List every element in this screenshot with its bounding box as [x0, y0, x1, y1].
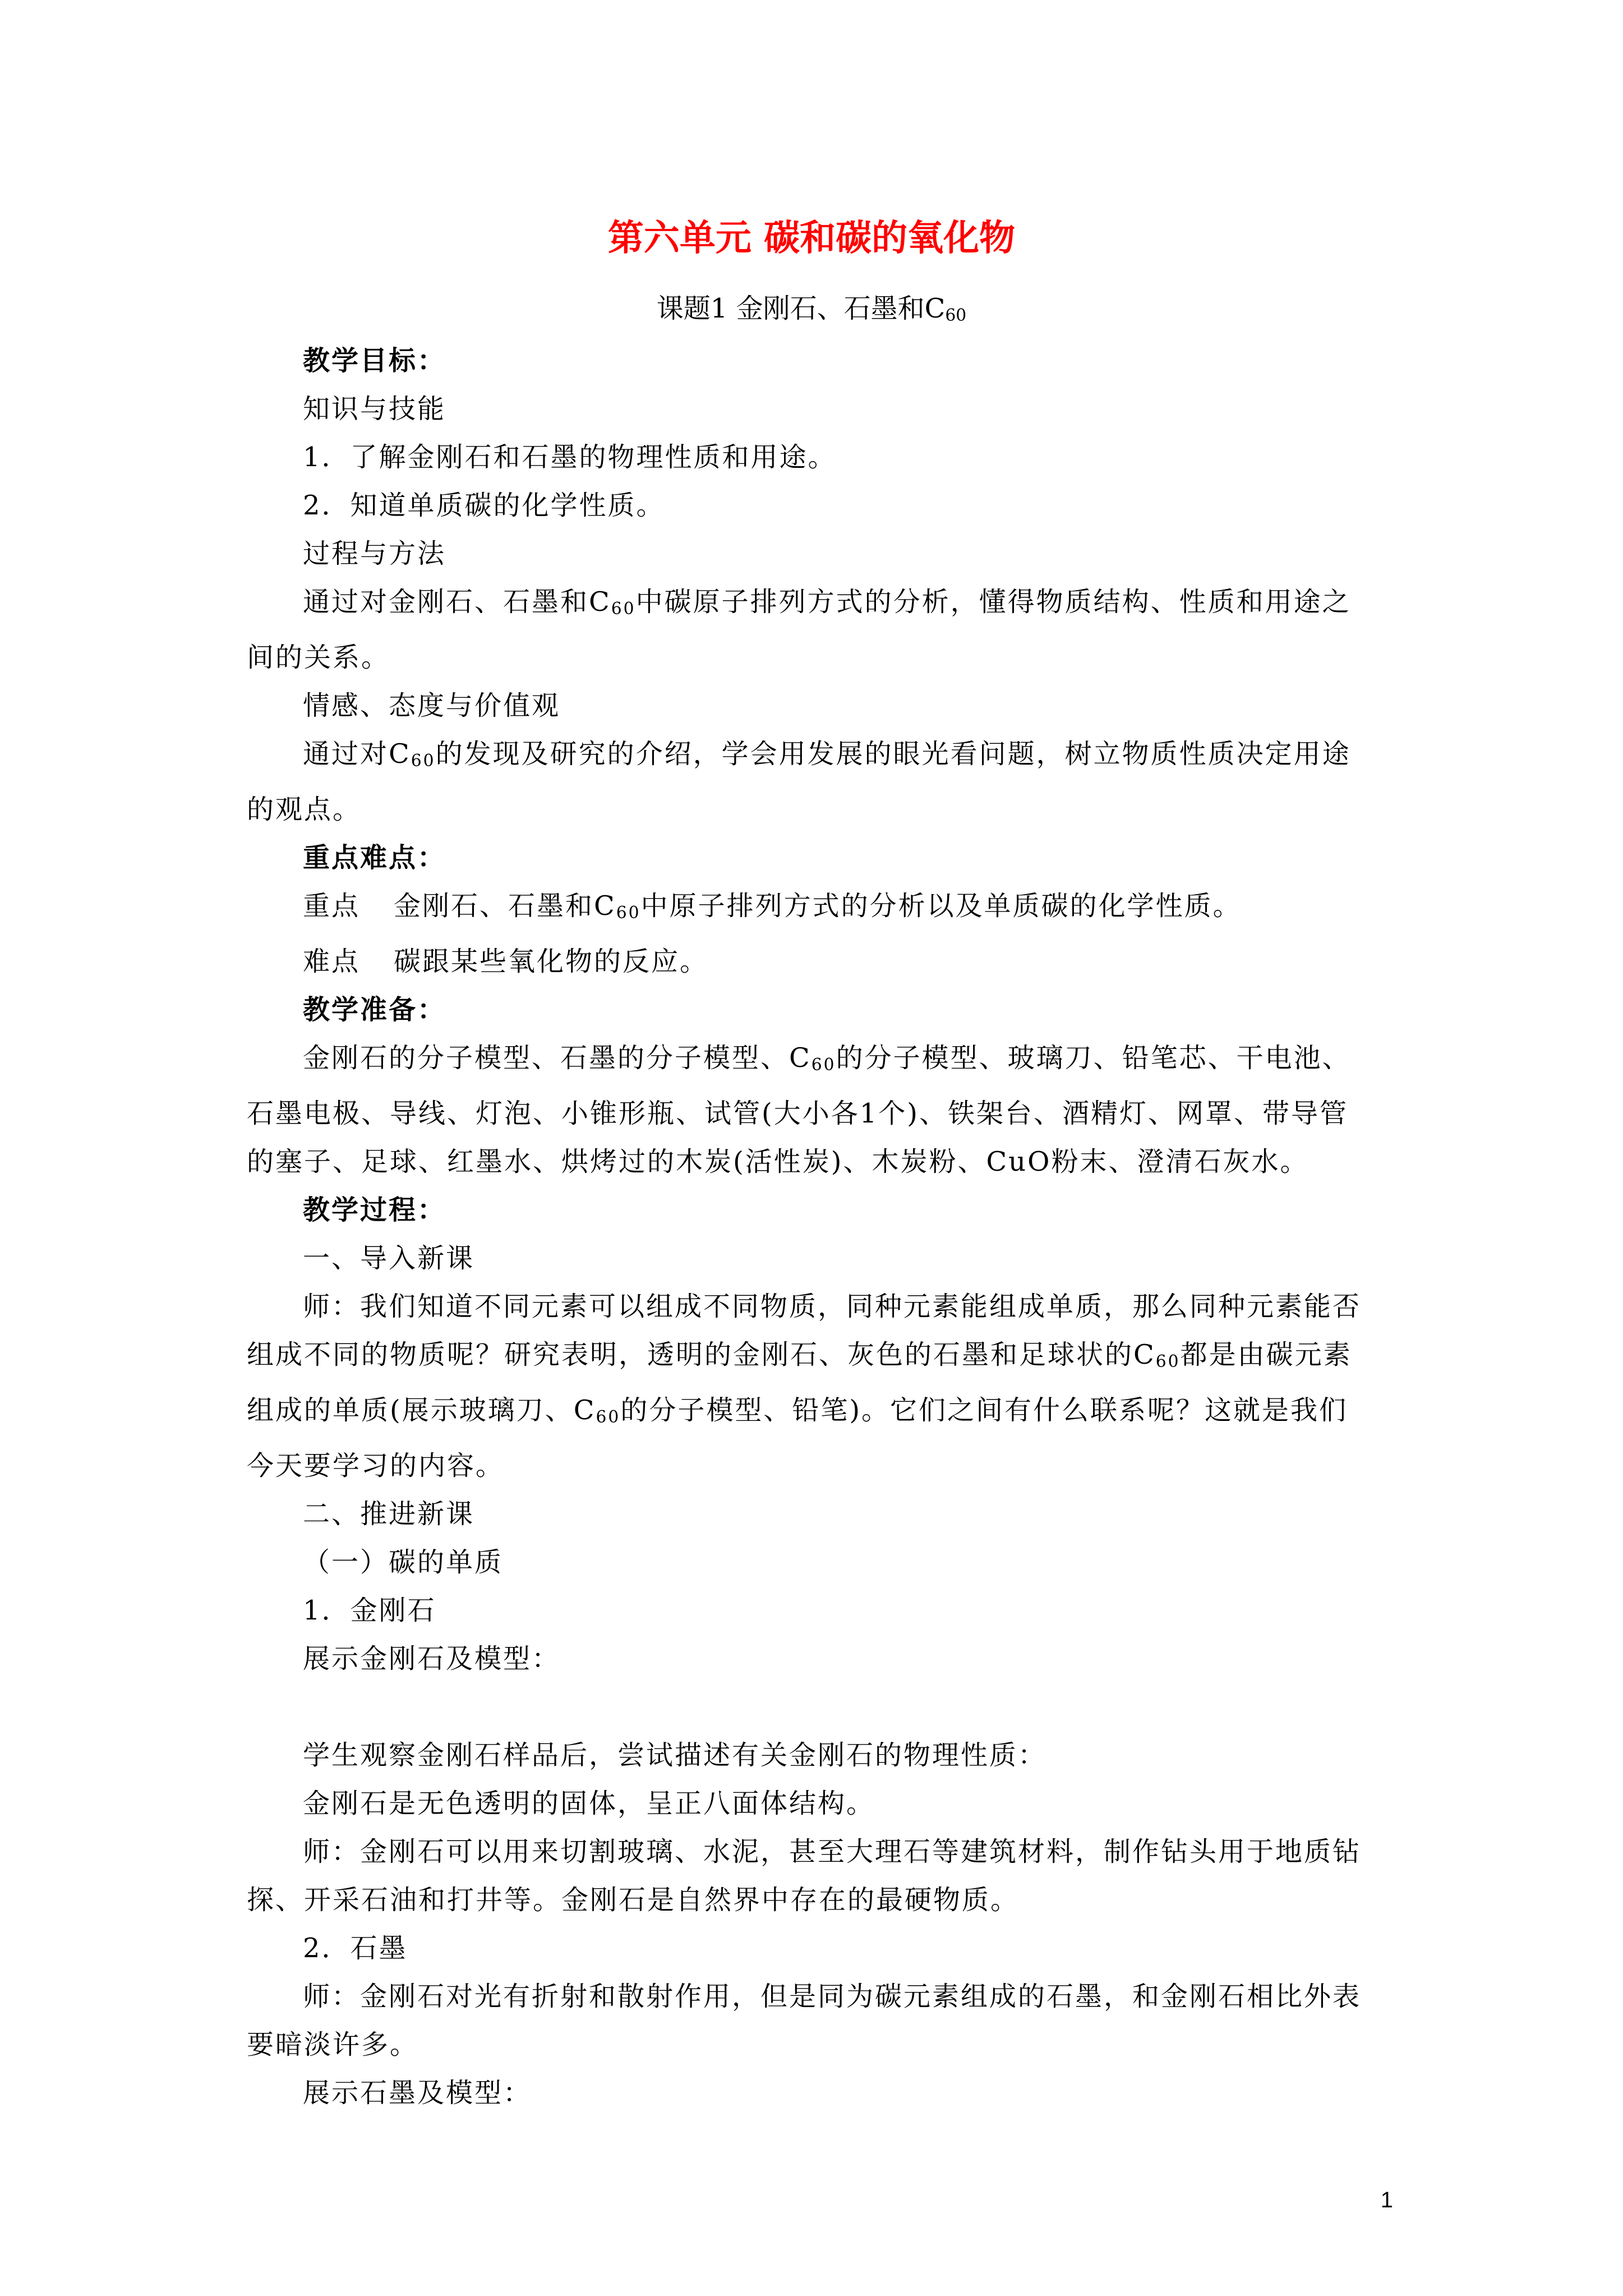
- text-run: 师：我们知道不同元素可以组成不同物质，同种元素能组成单质，那么同种元素能否组成不同的物质呢？研究表明，透明的金刚石、灰色的石墨和足球状的C: [247, 1290, 1362, 1370]
- graphite-show: 展示石墨及模型：: [303, 2077, 532, 2109]
- subsection-carbon: （一）碳的单质: [303, 1546, 504, 1578]
- heading-key-points: 重点难点：: [303, 841, 446, 873]
- objective-knowledge: 知识与技能: [303, 393, 446, 425]
- heading-process: 教学过程：: [303, 1194, 446, 1226]
- section-new: 二、推进新课: [303, 1498, 475, 1530]
- page-number: 1: [1380, 2188, 1393, 2212]
- objective-item-1: 1．了解金刚石和石墨的物理性质和用途。: [303, 441, 837, 473]
- subtitle-subscript: 60: [945, 305, 967, 325]
- difficult-point: [247, 937, 1368, 986]
- diamond-show: 展示金刚石及模型：: [303, 1642, 561, 1674]
- subscript: 60: [411, 751, 436, 771]
- text-run: 的分子模型、铅笔)。它们之间有什么联系呢？这就是我们今天要学习的内容。: [247, 1394, 1348, 1481]
- graphite-teacher: 师：金刚石对光有折射和散射作用，但是同为碳元素组成的石墨，和金刚石相比外表要暗淡许多。: [247, 1980, 1362, 2060]
- subscript: 60: [611, 599, 636, 619]
- objective-process-text: [247, 578, 1368, 682]
- text-run: 通过对金刚石、石墨和C: [303, 586, 611, 618]
- text-run: 碳跟某些氧化物的反应。: [394, 945, 709, 977]
- text-run: 的发现及研究的介绍，学会用发展的眼光看问题，树立物质性质决定用途的观点。: [247, 738, 1351, 825]
- subtitle-text: 课题1 金刚石、石墨和C: [656, 293, 946, 324]
- image-placeholder: [247, 1683, 1368, 1731]
- objective-item-2: 2．知道单质碳的化学性质。: [303, 490, 665, 521]
- subscript: 60: [1155, 1351, 1181, 1372]
- heading-objectives: 教学目标：: [303, 345, 446, 376]
- graphite-heading: 2．石墨: [303, 1932, 408, 1964]
- text-run: 通过对C: [303, 738, 411, 770]
- difficult-label: 难点: [303, 945, 361, 977]
- diamond-property: 金刚石是无色透明的固体，呈正八面体结构。: [303, 1787, 875, 1819]
- diamond-observe: 学生观察金刚石样品后，尝试描述有关金刚石的物理性质：: [303, 1739, 1047, 1771]
- lesson-subtitle: [0, 286, 1623, 338]
- text-run: 中碳原子排列方式的分析，懂得物质结构、性质和用途之间的关系。: [247, 586, 1351, 673]
- heading-preparation: 教学准备：: [303, 993, 446, 1025]
- objective-attitude: 情感、态度与价值观: [303, 689, 561, 721]
- section-intro: 一、导入新课: [303, 1242, 475, 1274]
- subscript: 60: [616, 903, 641, 923]
- key-label: 重点: [303, 890, 361, 922]
- preparation-text: [247, 1034, 1368, 1186]
- text-run: 金刚石、石墨和C: [394, 890, 616, 922]
- subscript: 60: [811, 1055, 836, 1075]
- diamond-use: 师：金刚石可以用来切割玻璃、水泥，甚至大理石等建筑材料，制作钻头用于地质钻探、开采石油和打井等。金刚石是自然界中存在的最硬物质。: [247, 1835, 1362, 1916]
- document-body: [247, 337, 1368, 2117]
- objective-attitude-text: [247, 730, 1368, 834]
- text-run: 中原子排列方式的分析以及单质碳的化学性质。: [640, 890, 1242, 922]
- unit-title: 第六单元 碳和碳的氧化物: [607, 218, 1016, 259]
- teacher-intro: [247, 1282, 1368, 1490]
- objective-process: 过程与方法: [303, 538, 446, 569]
- key-point: [247, 882, 1368, 937]
- diamond-heading: 1．金刚石: [303, 1594, 436, 1626]
- text-run: 的分子模型、玻璃刀、铅笔芯、干电池、石墨电极、导线、灯泡、小锥形瓶、试管(大小各1个)、铁架台、酒精灯、网罩、带导管的塞子、足球、红墨水、烘烤过的木炭(活性炭)、木炭粉、CuO粉末、澄清石灰水。: [247, 1042, 1351, 1177]
- text-run: 金刚石的分子模型、石墨的分子模型、C: [303, 1042, 811, 1074]
- subscript: 60: [596, 1407, 621, 1427]
- text-run: 都是由碳元素组成的单质(展示玻璃刀、C: [247, 1338, 1352, 1426]
